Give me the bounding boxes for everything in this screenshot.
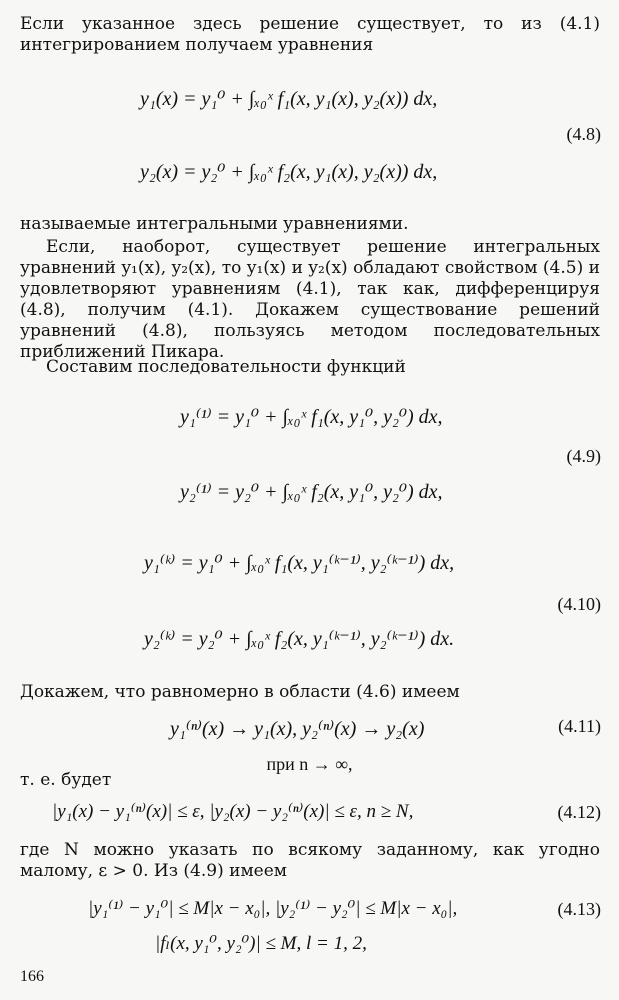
paragraph-2: называемые интегральными уравнениями. <box>20 214 409 234</box>
paragraph-3: Если, наоборот, существует решение интегральных уравнений y₁(x), y₂(x), то y₁(x) и y₂(x) обладают свойством (4.5) и удовлетворяют уравнениям (4.1), так как, дифференцируя (4.8), получим (4.1). Докажем существование решений уравнений (4.8), пользуясь методом последовательных приближений Пикара. <box>20 237 601 362</box>
equation-4-8-first: y₁(x) = y₁⁰ + ∫ₓ₀ˣ f₁(x, y₁(x), y₂(x)) dx, <box>140 88 438 110</box>
page-number: 166 <box>20 968 44 985</box>
equation-4-13: |y₁⁽¹⁾ − y₁⁰| ≤ M|x − x₀|, |y₂⁽¹⁾ − y₂⁰| ≤ M|x − x₀|, <box>88 898 458 919</box>
equation-number-4-12: (4.12) <box>557 802 601 822</box>
equation-number-4-11: (4.11) <box>558 716 601 736</box>
equation-4-8-second: y₂(x) = y₂⁰ + ∫ₓ₀ˣ f₂(x, y₁(x), y₂(x)) dx, <box>140 161 438 183</box>
equation-4-13-bound: |fₗ(x, y₁⁰, y₂⁰)| ≤ M, l = 1, 2, <box>155 933 367 954</box>
equation-4-12: |y₁(x) − y₁⁽ⁿ⁾(x)| ≤ ε, |y₂(x) − y₂⁽ⁿ⁾(x)| ≤ ε, n ≥ N, <box>52 801 414 822</box>
paragraph-5: Докажем, что равномерно в области (4.6) имеем <box>20 682 460 702</box>
equation-4-10-second: y₂⁽ᵏ⁾ = y₂⁰ + ∫ₓ₀ˣ f₂(x, y₁⁽ᵏ⁻¹⁾, y₂⁽ᵏ⁻¹⁾) dx. <box>144 628 455 650</box>
paragraph-4: Составим последовательности функций <box>46 357 406 377</box>
paragraph-6: т. е. будет <box>20 770 112 790</box>
paragraph-7: где N можно указать по всякому заданному, как угодно малому, ε > 0. Из (4.9) имеем <box>20 840 600 881</box>
equation-4-11-condition: при n → ∞, <box>266 754 353 774</box>
equation-4-11: y₁⁽ⁿ⁾(x) → y₁(x), y₂⁽ⁿ⁾(x) → y₂(x) <box>170 718 425 740</box>
equation-4-9-first: y₁⁽¹⁾ = y₁⁰ + ∫ₓ₀ˣ f₁(x, y₁⁰, y₂⁰) dx, <box>180 406 443 428</box>
paragraph-1: Если указанное здесь решение существует, то из (4.1) интегрированием получаем уравнения <box>20 14 600 55</box>
equation-4-9-second: y₂⁽¹⁾ = y₂⁰ + ∫ₓ₀ˣ f₂(x, y₁⁰, y₂⁰) dx, <box>180 481 443 503</box>
equation-number-4-9: (4.9) <box>566 446 601 466</box>
equation-4-10-first: y₁⁽ᵏ⁾ = y₁⁰ + ∫ₓ₀ˣ f₁(x, y₁⁽ᵏ⁻¹⁾, y₂⁽ᵏ⁻¹⁾) dx, <box>144 552 455 574</box>
equation-number-4-13: (4.13) <box>557 899 601 919</box>
equation-number-4-8: (4.8) <box>566 124 601 144</box>
equation-number-4-10: (4.10) <box>557 594 601 614</box>
